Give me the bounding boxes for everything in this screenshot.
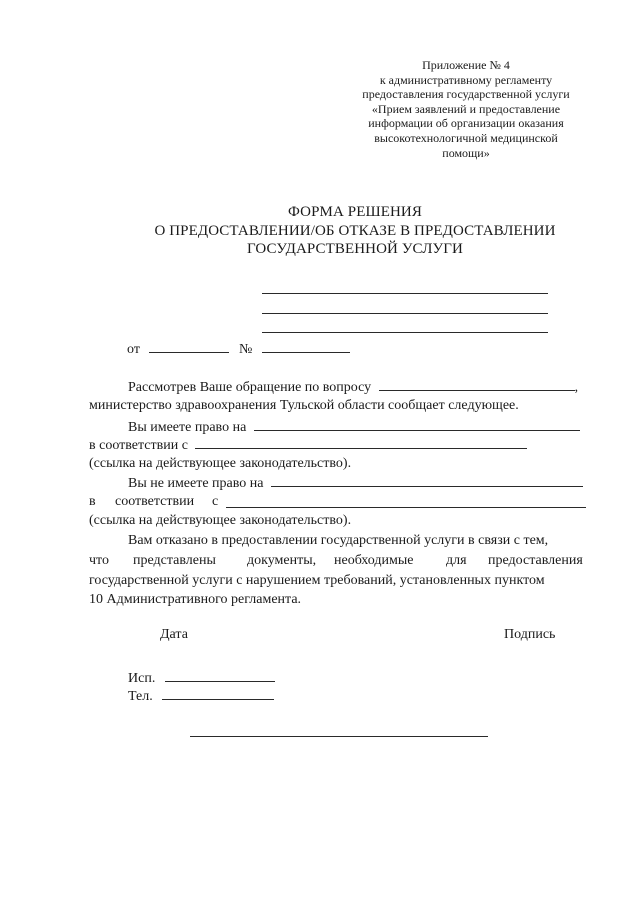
from-label: от — [127, 342, 140, 357]
right-yes-field[interactable] — [254, 417, 580, 431]
executor-label: Исп. — [128, 671, 156, 686]
accordance-word: соответствии — [115, 494, 195, 509]
title-line: ГОСУДАРСТВЕННОЙ УСЛУГИ — [247, 241, 463, 257]
phone-field[interactable] — [162, 686, 274, 700]
phone-label: Тел. — [128, 689, 153, 704]
appendix-line: помощи» — [442, 145, 490, 160]
considered-row — [128, 377, 578, 396]
appendix-line: Приложение № 4 — [422, 58, 510, 72]
appendix-line: информации об организации оказания — [368, 116, 564, 131]
right-yes-row — [128, 417, 580, 436]
ministry-text: министерство здравоохранения Тульской области сообщает следующее. — [89, 398, 519, 413]
refusal-line-1: Вам отказано в предоставлении государственной услуги в связи с тем, — [128, 533, 549, 548]
accordance-field-2[interactable] — [226, 494, 586, 508]
appendix-line: к административному регламенту — [379, 72, 553, 87]
refusal-word: что — [89, 553, 109, 568]
addressee-line[interactable] — [262, 332, 548, 333]
right-no-text: Вы не имеете право на — [128, 476, 264, 491]
appendix-line: «Прием заявлений и предоставление — [371, 101, 561, 116]
refusal-line-3: государственной услуги с нарушением требований, установленных пунктом — [89, 573, 545, 588]
executor-row — [128, 668, 275, 687]
accordance-text: в соответствии с — [89, 438, 188, 453]
right-no-field[interactable] — [271, 473, 583, 487]
addressee-line[interactable] — [262, 293, 548, 294]
accordance-field-1[interactable] — [195, 435, 527, 449]
date-number-row — [127, 339, 350, 358]
accordance-word-s: с — [212, 494, 219, 509]
title-line: О ПРЕДОСТАВЛЕНИИ/ОБ ОТКАЗЕ В ПРЕДОСТАВЛЕНИИ — [154, 222, 556, 239]
signature-label: Подпись — [504, 627, 556, 642]
refusal-word: предоставления — [488, 553, 583, 568]
refusal-word: необходимые — [334, 553, 414, 568]
number-label: № — [238, 342, 253, 357]
appendix-line: высокотехнологичной медицинской — [374, 130, 558, 145]
law-reference-1: (ссылка на действующее законодательство). — [89, 456, 352, 471]
right-yes-text: Вы имеете право на — [128, 420, 247, 435]
right-no-row — [128, 473, 583, 492]
form-title — [120, 203, 590, 259]
number-field[interactable] — [262, 339, 350, 353]
executor-field[interactable] — [165, 668, 275, 682]
law-reference-2: (ссылка на действующее законодательство). — [89, 513, 352, 528]
refusal-word: представлены — [133, 553, 216, 568]
appendix-header — [330, 58, 602, 160]
question-field[interactable] — [379, 377, 575, 391]
accordance-row-1 — [89, 435, 527, 454]
phone-row — [128, 686, 274, 705]
considered-end: , — [574, 380, 579, 395]
bottom-divider — [190, 736, 488, 737]
addressee-line[interactable] — [262, 313, 548, 314]
refusal-word: для — [446, 553, 467, 568]
accordance-word-v: в — [89, 494, 96, 509]
title-line: ФОРМА РЕШЕНИЯ — [288, 204, 422, 220]
date-field[interactable] — [149, 339, 229, 353]
date-label: Дата — [160, 627, 188, 642]
refusal-word: документы, — [247, 553, 317, 568]
appendix-line: предоставления государственной услуги — [362, 87, 570, 102]
considered-text: Рассмотрев Ваше обращение по вопросу — [128, 380, 372, 395]
refusal-line-4: 10 Административного регламента. — [89, 592, 302, 607]
